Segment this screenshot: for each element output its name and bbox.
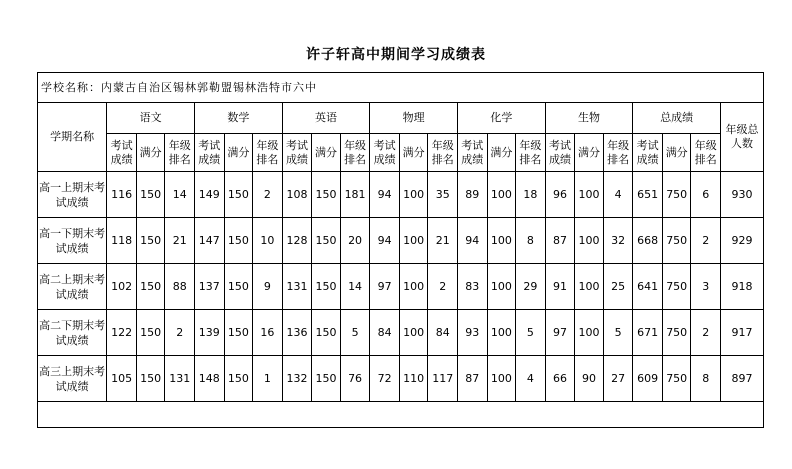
score-cell: 132 [282,356,312,402]
score-cell: 2 [691,310,721,356]
score-cell: 150 [312,264,341,310]
score-cell: 137 [195,264,225,310]
sub-header: 年级排名 [428,134,458,172]
table-row [38,264,764,310]
score-cell: 2 [165,310,195,356]
score-cell: 100 [487,218,516,264]
score-cell: 29 [516,264,546,310]
score-cell: 100 [575,218,604,264]
score-cell: 671 [633,310,663,356]
score-cell: 108 [282,172,312,218]
sub-header: 年级排名 [340,134,370,172]
score-cell: 76 [340,356,370,402]
score-cell: 66 [545,356,575,402]
score-cell: 84 [370,310,400,356]
score-cell: 150 [224,218,253,264]
score-cell: 8 [516,218,546,264]
sub-header: 满分 [136,134,165,172]
score-cell: 3 [691,264,721,310]
score-cell: 150 [136,310,165,356]
score-cell: 94 [370,172,400,218]
score-cell: 102 [107,264,137,310]
score-cell: 94 [370,218,400,264]
score-cell: 100 [575,264,604,310]
grades-table [37,72,764,428]
score-cell: 100 [487,310,516,356]
document-title: 许子轩高中期间学习成绩表 [306,47,486,63]
score-cell: 136 [282,310,312,356]
sub-header: 考试成绩 [545,134,575,172]
sub-header: 满分 [312,134,341,172]
score-cell: 100 [575,310,604,356]
score-cell: 91 [545,264,575,310]
score-cell: 14 [165,172,195,218]
school-name: 内蒙古自治区锡林郭勒盟锡林浩特市六中 [101,80,317,94]
subject-header: 生物 [545,103,633,134]
score-cell: 668 [633,218,663,264]
score-cell: 93 [458,310,488,356]
score-cell: 10 [253,218,283,264]
table-row [38,172,764,218]
sub-header: 年级排名 [516,134,546,172]
score-cell: 2 [691,218,721,264]
score-cell: 96 [545,172,575,218]
score-cell: 21 [165,218,195,264]
term-cell: 高一下期末考试成绩 [38,218,107,264]
table-row [38,310,764,356]
subject-header: 物理 [370,103,458,134]
score-cell: 131 [282,264,312,310]
score-cell: 139 [195,310,225,356]
sub-header: 年级排名 [253,134,283,172]
score-cell: 4 [516,356,546,402]
term-cell: 高三上期末考试成绩 [38,356,107,402]
score-cell: 4 [603,172,633,218]
term-cell: 高二上期末考试成绩 [38,264,107,310]
sub-header: 考试成绩 [633,134,663,172]
score-cell: 94 [458,218,488,264]
score-cell: 100 [487,264,516,310]
grade-total-cell: 897 [721,356,764,402]
score-cell: 150 [312,310,341,356]
table-row [38,218,764,264]
sub-header: 满分 [662,134,691,172]
term-cell: 高二下期末考试成绩 [38,310,107,356]
score-cell: 2 [428,264,458,310]
score-cell: 5 [603,310,633,356]
score-cell: 88 [165,264,195,310]
sub-header: 考试成绩 [458,134,488,172]
sub-header: 年级排名 [603,134,633,172]
score-cell: 87 [545,218,575,264]
grade-total-cell: 917 [721,310,764,356]
score-cell: 20 [340,218,370,264]
subject-header: 英语 [282,103,370,134]
empty-cell [38,402,764,428]
score-cell: 150 [136,356,165,402]
score-cell: 100 [399,264,428,310]
score-cell: 150 [136,218,165,264]
score-cell: 148 [195,356,225,402]
score-cell: 150 [224,310,253,356]
score-cell: 750 [662,310,691,356]
score-cell: 131 [165,356,195,402]
score-cell: 84 [428,310,458,356]
score-cell: 21 [428,218,458,264]
school-row [38,73,764,103]
score-cell: 149 [195,172,225,218]
score-cell: 150 [136,264,165,310]
score-cell: 117 [428,356,458,402]
score-cell: 2 [253,172,283,218]
score-cell: 641 [633,264,663,310]
score-cell: 150 [312,356,341,402]
sub-header: 考试成绩 [107,134,137,172]
score-cell: 5 [340,310,370,356]
sub-header-row [38,134,764,172]
sub-header: 满分 [487,134,516,172]
score-cell: 83 [458,264,488,310]
school-cell [38,73,764,103]
sub-header: 考试成绩 [195,134,225,172]
score-cell: 150 [136,172,165,218]
term-header: 学期名称 [38,103,107,172]
score-cell: 651 [633,172,663,218]
score-cell: 16 [253,310,283,356]
score-cell: 97 [545,310,575,356]
score-cell: 110 [399,356,428,402]
score-cell: 128 [282,218,312,264]
score-cell: 87 [458,356,488,402]
subject-header: 化学 [458,103,546,134]
school-label: 学校名称： [41,80,101,94]
score-cell: 118 [107,218,137,264]
score-cell: 6 [691,172,721,218]
score-cell: 750 [662,218,691,264]
sub-header: 年级排名 [165,134,195,172]
score-cell: 750 [662,172,691,218]
score-cell: 150 [224,264,253,310]
score-cell: 147 [195,218,225,264]
score-cell: 122 [107,310,137,356]
score-cell: 100 [399,310,428,356]
term-cell: 高一上期末考试成绩 [38,172,107,218]
score-cell: 750 [662,264,691,310]
score-cell: 5 [516,310,546,356]
score-cell: 97 [370,264,400,310]
empty-row [38,402,764,428]
score-cell: 35 [428,172,458,218]
score-cell: 116 [107,172,137,218]
score-cell: 8 [691,356,721,402]
score-cell: 150 [224,356,253,402]
score-cell: 89 [458,172,488,218]
score-cell: 150 [312,172,341,218]
sub-header: 年级排名 [691,134,721,172]
score-cell: 100 [399,218,428,264]
score-cell: 25 [603,264,633,310]
sub-header: 考试成绩 [370,134,400,172]
sub-header: 满分 [224,134,253,172]
score-cell: 14 [340,264,370,310]
score-cell: 150 [312,218,341,264]
score-cell: 27 [603,356,633,402]
score-cell: 100 [575,172,604,218]
grade-total-cell: 929 [721,218,764,264]
subject-header: 总成绩 [633,103,721,134]
subject-header: 语文 [107,103,195,134]
score-cell: 100 [399,172,428,218]
grade-total-cell: 930 [721,172,764,218]
table-row [38,356,764,402]
score-cell: 72 [370,356,400,402]
score-cell: 1 [253,356,283,402]
score-cell: 181 [340,172,370,218]
subject-header-row [38,103,764,134]
score-cell: 9 [253,264,283,310]
score-cell: 150 [224,172,253,218]
sub-header: 考试成绩 [282,134,312,172]
grade-total-cell: 918 [721,264,764,310]
score-cell: 100 [487,356,516,402]
score-cell: 750 [662,356,691,402]
grade-total-header: 年级总人数 [721,103,764,172]
score-cell: 609 [633,356,663,402]
score-cell: 100 [487,172,516,218]
score-cell: 105 [107,356,137,402]
sub-header: 满分 [399,134,428,172]
score-cell: 90 [575,356,604,402]
score-cell: 32 [603,218,633,264]
sub-header: 满分 [575,134,604,172]
subject-header: 数学 [195,103,283,134]
score-cell: 18 [516,172,546,218]
